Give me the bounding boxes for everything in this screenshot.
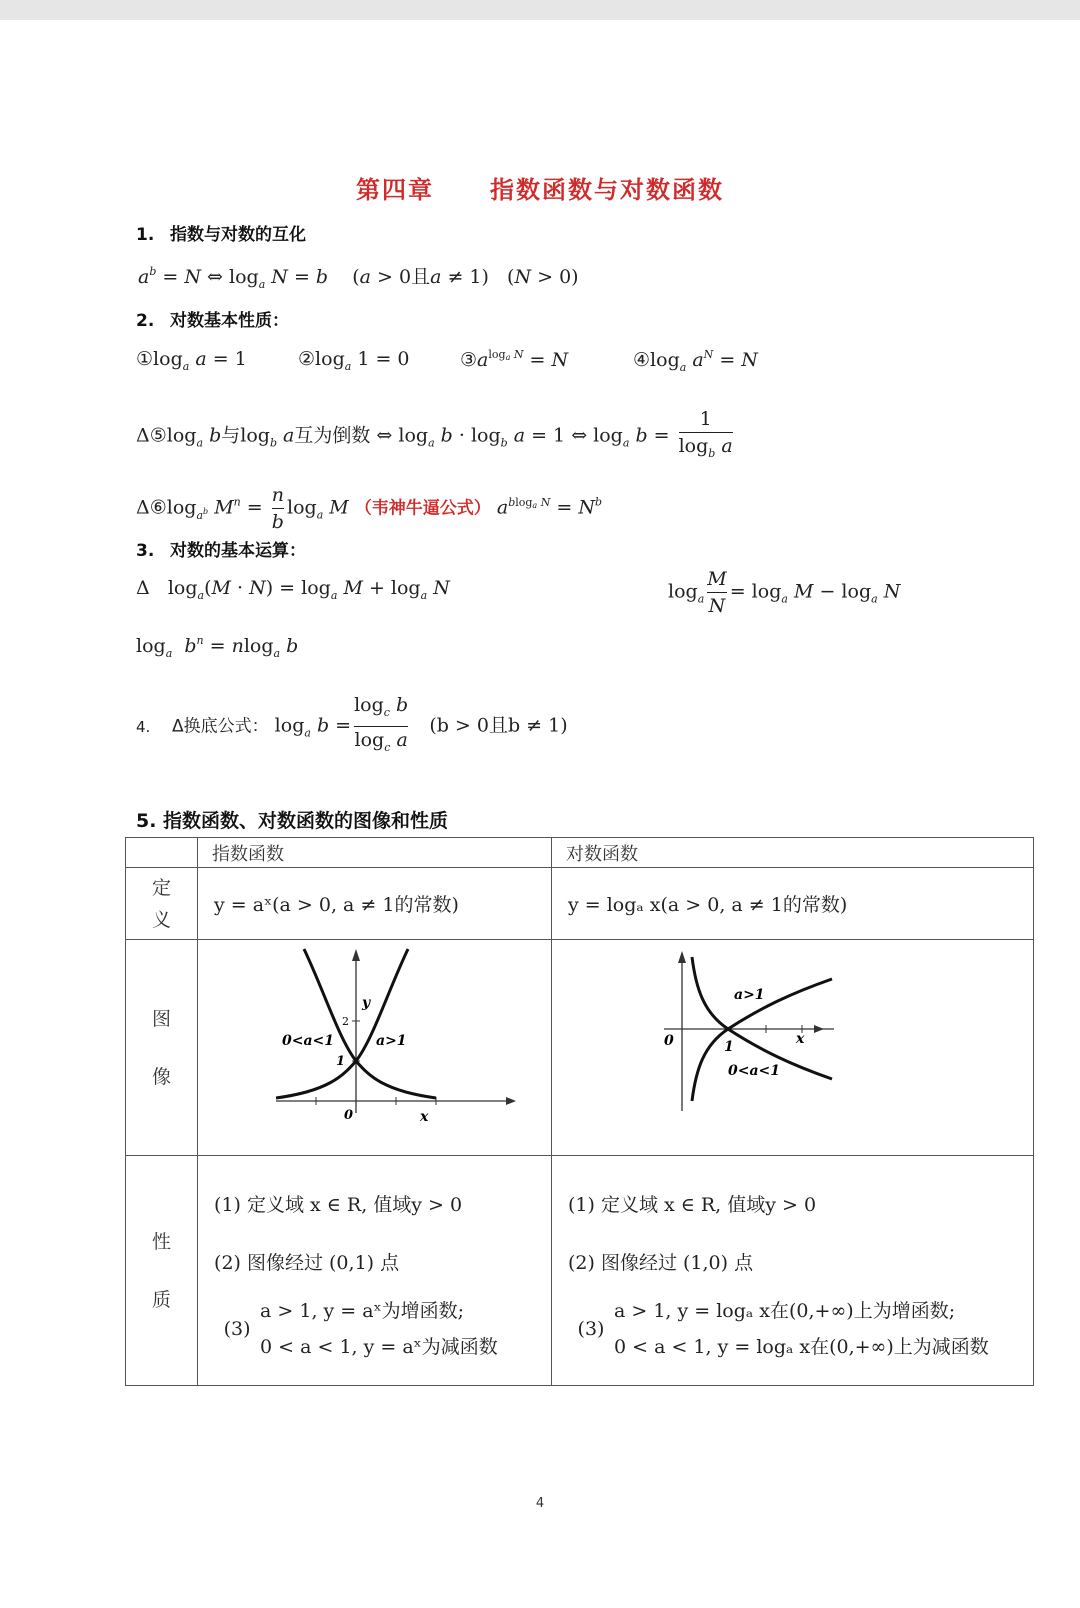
row-label-definition: 定 义 [126,868,198,940]
row-label-graph: 图 像 [126,940,198,1156]
log-label-lt: 0<a<1 [728,1062,781,1079]
exp-graph [198,941,550,1155]
log-graph-cell [552,940,1034,1156]
exp-x-label: x [420,1108,429,1125]
log-tick-1: 1 [724,1038,734,1055]
property-2: $②\log_a$ 1 = 0 [298,348,410,373]
log-prop-3: (3) a > 1, y = logₐ x在(0,+∞)上为增函数; 0 < a < 1, y = logₐ x在(0,+∞)上为减函数 [568,1292,1033,1366]
corner-cell [126,838,198,868]
property-1: $①\log_a$ a = 1 [136,348,247,373]
log-product-rule: Δ $\log_a(M \cdot N) = \log_a M + \log_a N$ [136,577,450,602]
section-3-heading: 3. 对数的基本运算： [136,541,306,561]
property-4: $④\log_a$ $a^N = N$ [633,348,758,374]
properties-table [125,837,1034,1386]
log-graph [552,941,1032,1155]
chapter-name: 指数函数与对数函数 [490,176,724,204]
change-of-base: 4. Δ换底公式： $\log_a b$ = $\frac{\log_c b}{\log_c a}$ (b > 0且b ≠ 1) [136,692,568,761]
property-3: $③a^{log_a N} = N$ [460,348,569,371]
property-5: $\Delta ⑤\log_a$ b与$\log_b a$互为倒数 ⇔ $\log_a b \cdot \log_b a = 1$ ⇔ $\log_a b$ = $\frac{1}{\log_b a}$ [136,406,736,467]
exp-graph-cell [198,940,552,1156]
exp-definition: y = aˣ(a > 0, a ≠ 1的常数) [198,868,552,940]
exp-tick-1: 1 [336,1053,346,1069]
exp-y-label: y [362,994,371,1011]
exp-prop-3b: 0 < a < 1, y = aˣ为减函数 [260,1335,498,1358]
exp-x-arrow [506,1097,516,1105]
exp-label-lt: 0<a<1 [282,1032,335,1049]
log-definition: y = logₐ x(a > 0, a ≠ 1的常数) [552,868,1034,940]
section-5-heading: 5. 指数函数、对数函数的图像和性质 [136,810,449,832]
log-curve-a-lt-1 [692,957,832,1079]
section-1-heading: 1. 指数与对数的互化 [136,225,306,245]
exp-tick-2: 2 [342,1014,350,1028]
log-power-rule: $\log_a b^n = nlog_a$ b [136,634,299,660]
exp-label-gt: a>1 [376,1032,407,1049]
exp-prop-1: (1) 定义域 x ∈ R, 值域y > 0 [214,1193,463,1216]
log-prop-2: (2) 图像经过 (1,0) 点 [568,1251,754,1274]
chapter-title [0,170,1080,205]
property-6: $\Delta ⑥\log_{a^b}$ $M^n$ = $\frac{n}{b}$ $\log_a M$ （韦神牛逼公式） $a^{blog_a N} = N^b$ [136,484,602,533]
exp-origin: 0 [344,1107,354,1123]
exp-prop-3a: a > 1, y = aˣ为增函数; [260,1299,465,1322]
log-quotient-rule: $\log_a$ $\frac{M}{N}$ = $\log_a M - \log_a N$ [668,568,901,617]
log-x-label: x [796,1030,805,1047]
log-prop-1: (1) 定义域 x ∈ R, 值域y > 0 [568,1193,817,1216]
nickname-note: （韦神牛逼公式） [354,498,491,519]
header-log: 对数函数 [552,838,1034,868]
log-properties [552,1156,1034,1386]
log-origin: 0 [664,1032,674,1049]
header-exp: 指数函数 [198,838,552,868]
log-prop-3b: 0 < a < 1, y = logₐ x在(0,+∞)上为减函数 [614,1335,989,1358]
log-x-arrow [814,1025,824,1033]
window-top-bar [0,0,1080,20]
page-number: 4 [535,1496,545,1511]
exp-prop-2: (2) 图像经过 (0,1) 点 [214,1251,400,1274]
exp-properties [198,1156,552,1386]
chapter-number: 第四章 [356,176,434,204]
log-prop-3a: a > 1, y = logₐ x在(0,+∞)上为增函数; [614,1299,956,1322]
row-label-properties: 性 质 [126,1156,198,1386]
section-2-heading: 2. 对数基本性质： [136,311,289,331]
formula-exp-log-conversion: $a^b = N$ ⇔ $\log_a N = b$ (a > 0且a ≠ 1) (N > 0) [138,265,579,291]
exp-curve-a-lt-1 [304,949,436,1098]
exp-prop-3: (3) a > 1, y = aˣ为增函数; 0 < a < 1, y = aˣ为减函数 [214,1292,551,1366]
log-label-gt: a>1 [734,986,765,1003]
exp-y-arrow [352,949,360,961]
log-y-arrow [678,951,686,963]
